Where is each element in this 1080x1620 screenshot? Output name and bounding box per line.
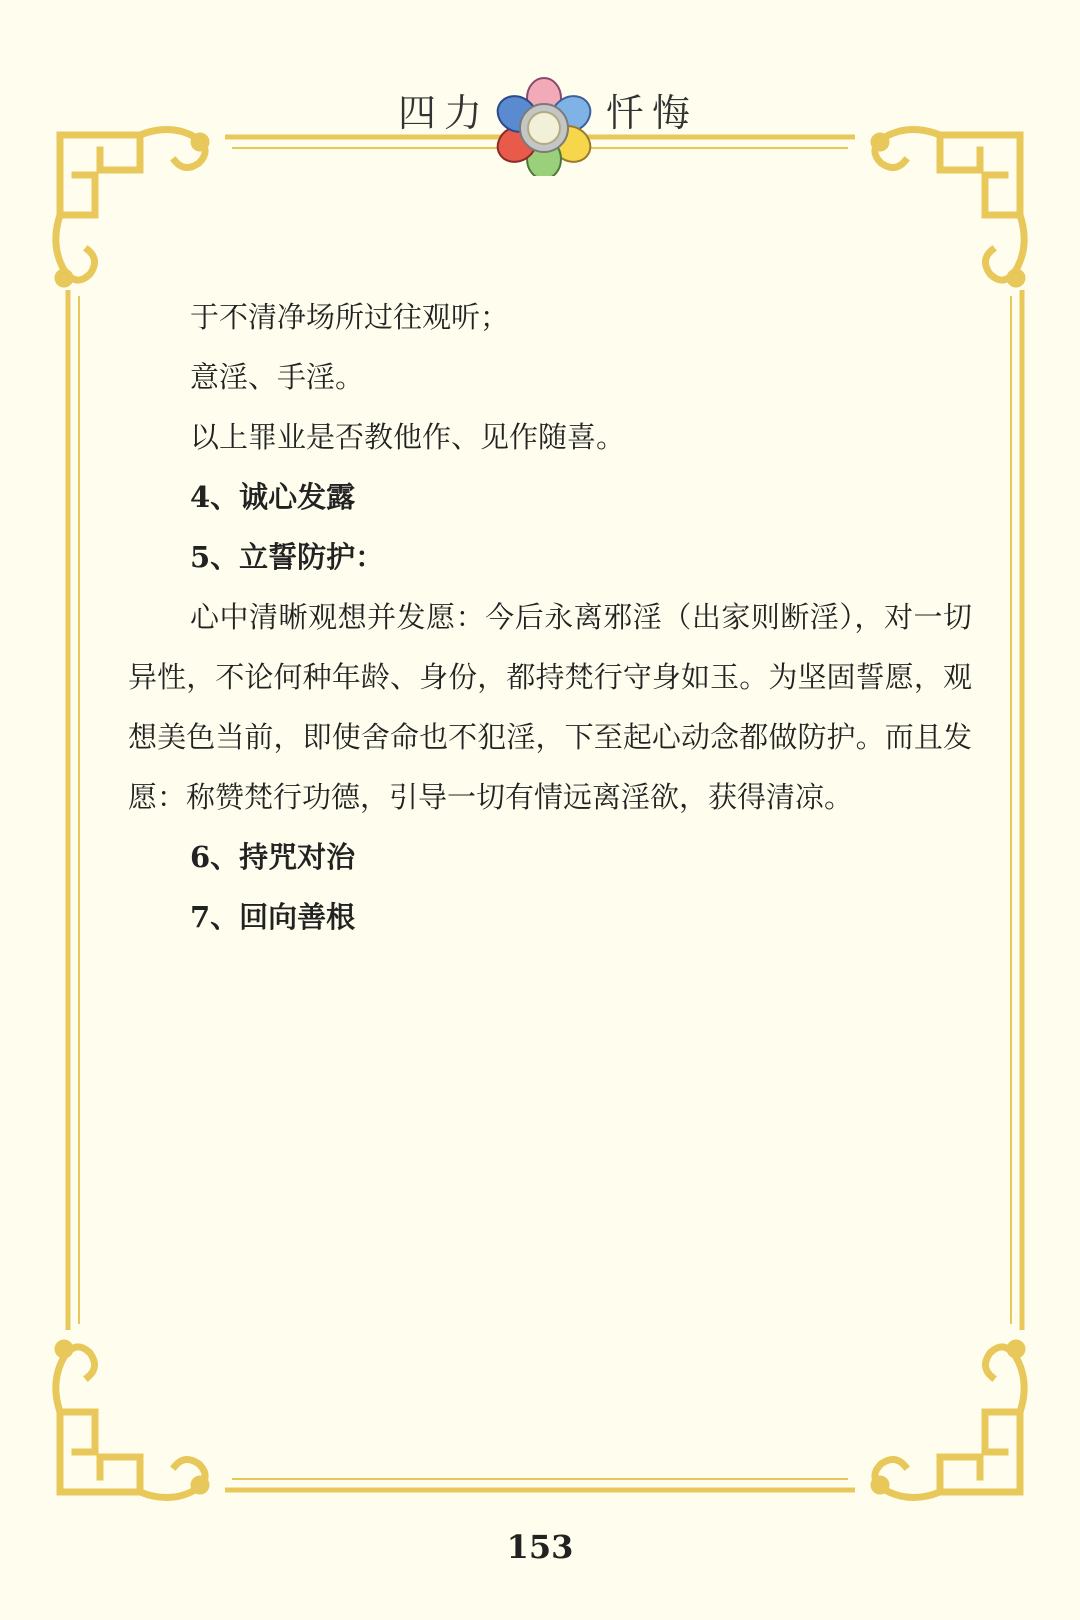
body-paragraph: 心中清晰观想并发愿：今后永离邪淫（出家则断淫），对一切异性，不论何种年龄、身份，都持梵行守身如玉。为坚固誓愿，观想美色当前，即使舍命也不犯淫，下至起心动念都做防护。而且发愿：称赞梵行功德，引导一切有情远离淫欲，获得清凉。 (128, 600, 972, 814)
page-number: 153 (506, 1528, 574, 1566)
header-title-left: 四力 (398, 91, 491, 135)
header-title-right: 忏悔 (606, 91, 699, 135)
section-heading: 4、诚心发露 (190, 480, 356, 514)
text-line: 以上罪业是否教他作、见作随喜。 (190, 420, 626, 454)
page-body (128, 287, 972, 947)
section-heading: 5、立誓防护： (190, 540, 385, 574)
text-line: 意淫、手淫。 (190, 360, 365, 394)
corner-ornament-bottom-right (874, 1343, 1024, 1498)
corner-ornament-bottom-left (56, 1343, 206, 1498)
lotus-icon (496, 76, 592, 176)
section-heading: 6、持咒对治 (190, 840, 356, 874)
section-heading: 7、回向善根 (190, 900, 356, 934)
text-line: 于不清净场所过往观听； (190, 300, 510, 334)
page-header (0, 76, 1080, 176)
